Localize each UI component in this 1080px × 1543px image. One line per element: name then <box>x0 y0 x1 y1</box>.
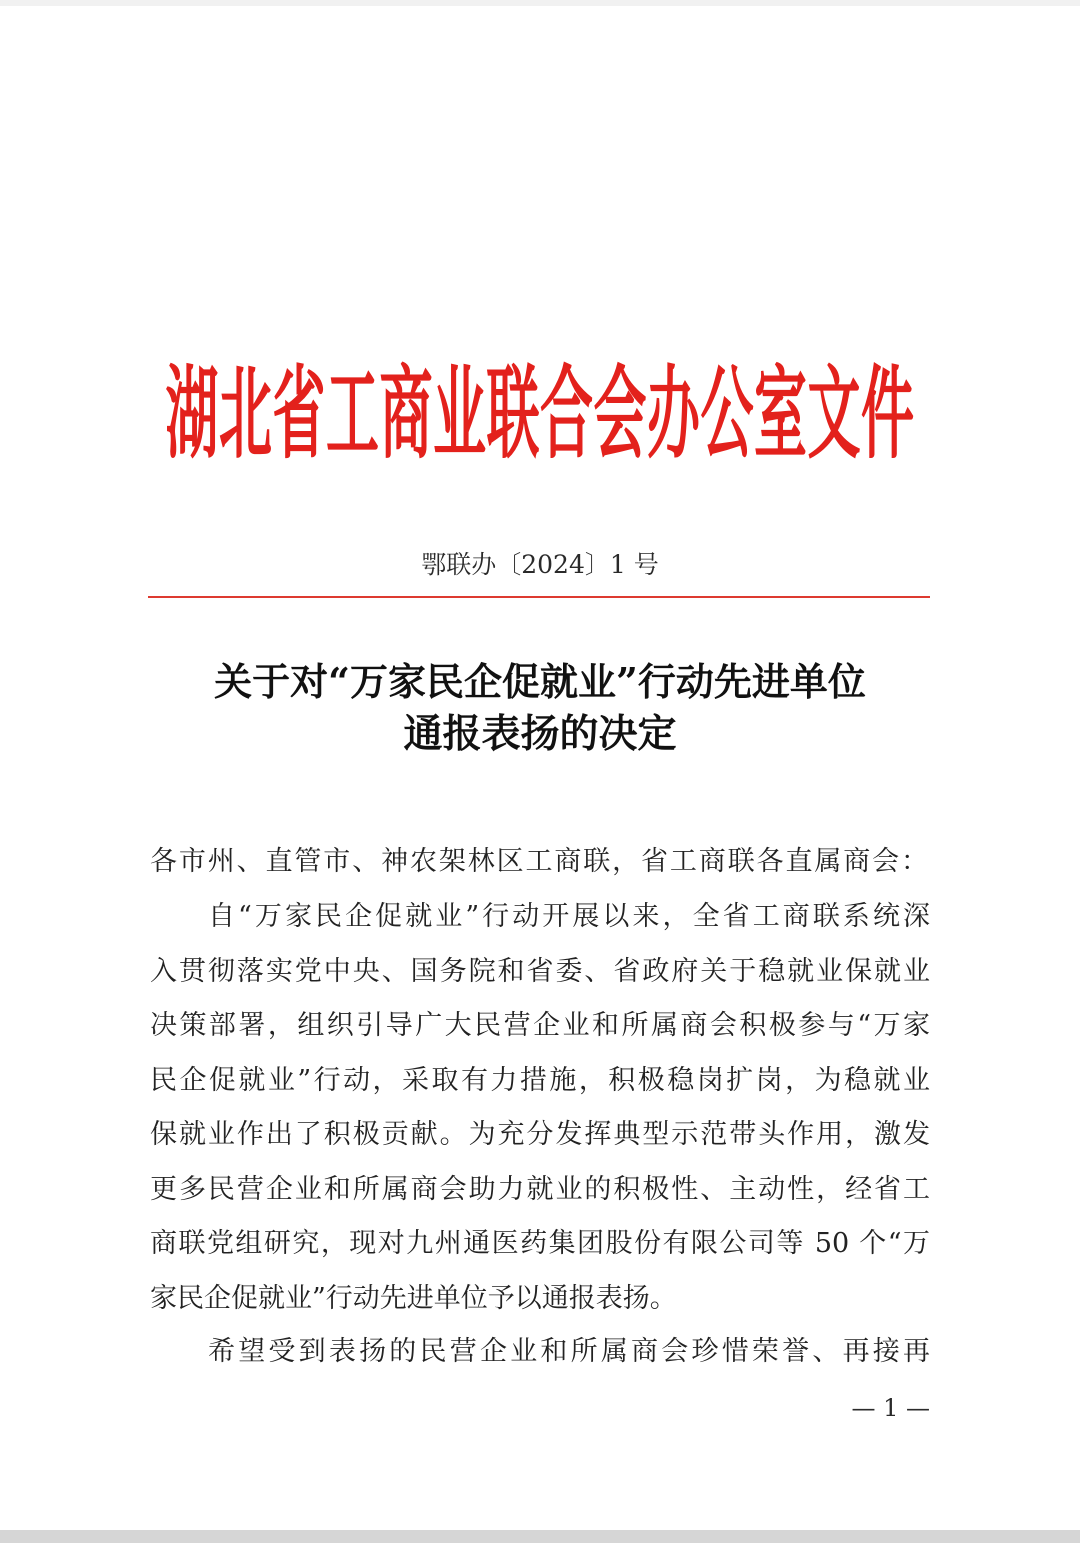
document-title-line-2: 通报表扬的决定 <box>403 711 677 757</box>
page-number: — 1 — <box>851 1394 930 1422</box>
top-edge-strip <box>0 0 1080 6</box>
body-line: 商联党组研究，现对九州通医药集团股份有限公司等 50 个“万 <box>150 1228 930 1259</box>
body-line: 入贯彻落实党中央、国务院和省委、省政府关于稳就业保就业 <box>150 955 930 987</box>
bottom-edge-strip <box>0 1530 1080 1543</box>
body-line: 保就业作出了积极贡献。为充分发挥典型示范带头作用，激发 <box>150 1119 930 1150</box>
body-line: 更多民营企业和所属商会助力就业的积极性、主动性，经省工 <box>150 1173 930 1205</box>
salutation: 各市州、直管市、神农架林区工商联，省工商联各直属商会： <box>150 846 928 877</box>
red-separator-line <box>148 596 930 598</box>
body-line: 民企促就业”行动，采取有力措施，积极稳岗扩岗，为稳就业 <box>150 1064 930 1096</box>
body-line: 决策部署，组织引导广大民营企业和所属商会积极参与“万家 <box>150 1010 930 1041</box>
document-title-line-1: 关于对“万家民企促就业”行动先进单位 <box>214 659 866 704</box>
body-line: 自“万家民企促就业”行动开展以来，全省工商联系统深 <box>208 901 930 932</box>
body-line: 家民企促就业”行动先进单位予以通报表扬。 <box>150 1282 677 1314</box>
body-line: 希望受到表扬的民营企业和所属商会珍惜荣誉、再接再 <box>208 1336 930 1367</box>
issuing-office-header: 湖北省工商业联合会办公室文件 <box>165 355 915 474</box>
document-number: 鄂联办〔2024〕1 号 <box>421 550 659 579</box>
